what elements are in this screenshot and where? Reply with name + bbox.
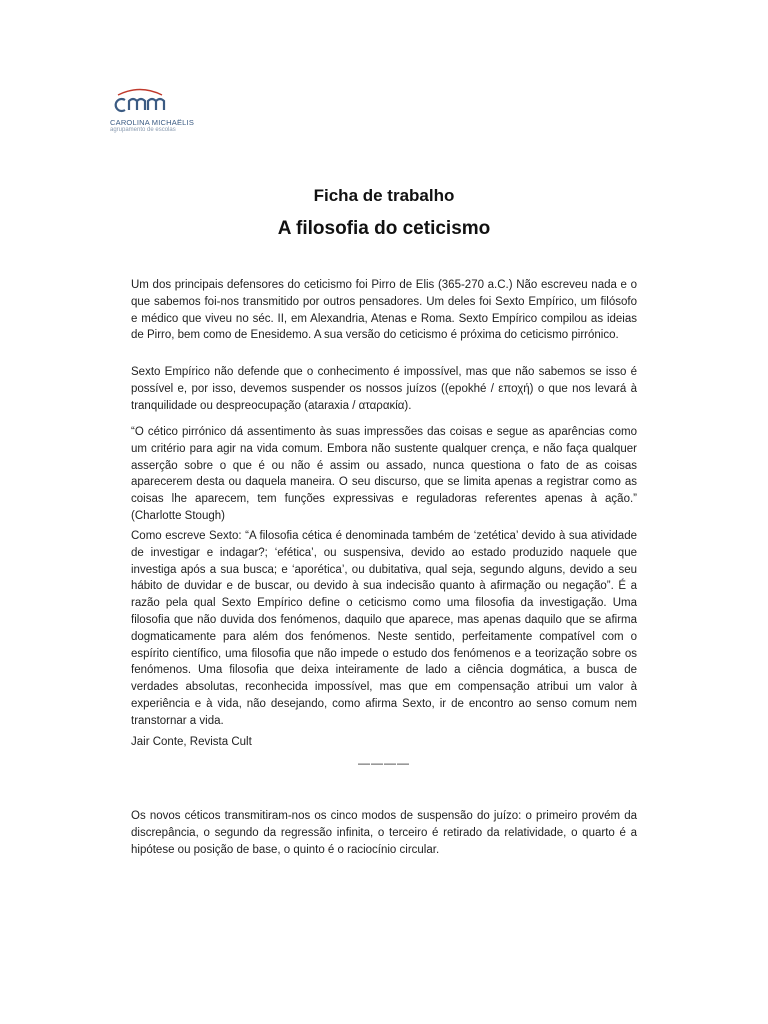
cmm-logo-icon xyxy=(110,86,170,116)
logo-name: CAROLINA MICHAËLIS xyxy=(110,118,195,127)
paragraph-source: Jair Conte, Revista Cult xyxy=(131,736,252,748)
paragraph-quote-stough: “O cético pirrónico dá assentimento às suas impressões das coisas e segue as aparências como um critério para agir na vida comum. Embora não sustente qualquer crença, e não faça qualquer asserção sobre o que é ou não é assim ou assado, nunca questiona o fato de as coisas aparecerem desta ou daquela maneira. O seu discurso, que se limita apenas a registrar como as coisas lhe aparecem, tem funções expressivas e reguladoras referentes apenas à ação.” (Charlotte Stough) xyxy=(131,426,637,522)
paragraph-sexto: Como escreve Sexto: “A filosofia cética é denominada também de ‘zetética’ devido à sua atividade de investigar e indagar?; ‘efética’, ou suspensiva, devido ao estado produzido naquele que investiga após a sua busca; e ‘aporética’, ou dubitativa, qual seja, segundo alguns, devido a seu hábito de duvidar e de buscar, ou devido à sua indecisão quanto à afirmação ou negação”. É a razão pela qual Sexto Empírico define o ceticismo como uma filosofia da investigação. Uma filosofia que não duvida dos fenómenos, daquilo que aparece, mas apenas daquilo que se afirma dogmaticamente para além dos fenómenos. Neste sentido, perfeitamente compatível com o espírito científico, uma filosofia que não impede o estudo dos fenómenos e a teorização sobre os fenómenos. Uma filosofia que deixa inteiramente de lado a ciência dogmática, a busca de verdades absolutas, reconhecida impossível, mas que em compensação atribui um valor à experiência e à vida, não desejando, como afirma Sexto, ir de encontro ao senso comum nem transtornar a vida. xyxy=(131,530,637,727)
paragraph-suspension: Sexto Empírico não defende que o conhecimento é impossível, mas que não sabemos se isso é possível e, por isso, devemos suspender os nossos juízos ((epokhé / εποχή) o que nos levará à tranquilidade ou despreocupação (ataraxia / αταρακία). xyxy=(131,366,637,412)
paragraph-five-modes: Os novos céticos transmitiram-nos os cinco modos de suspensão do juízo: o primeiro provém da discrepância, o segundo da regressão infinita, o terceiro é retirado da relatividade, o quarto é a hipótese ou posição de base, o quinto é o raciocínio circular. xyxy=(131,810,637,856)
logo-subtitle: agrupamento de escolas xyxy=(110,127,176,133)
worksheet-kicker: Ficha de trabalho xyxy=(313,186,455,205)
section-separator: ———— xyxy=(358,756,410,770)
paragraph-intro: Um dos principais defensores do ceticismo foi Pirro de Elis (365-270 a.C.) Não escreveu nada e o que sabemos foi-nos transmitido por outros pensadores. Um deles foi Sexto Empírico, um filósofo e médico que viveu no séc. II, em Alexandria, Atenas e Roma. Sexto Empírico compilou as ideias de Pirro, bem como de Enesidemo. A sua versão do ceticismo é próxima do ceticismo pirrónico. xyxy=(131,279,637,342)
worksheet-title: A filosofia do ceticismo xyxy=(277,218,491,239)
school-logo xyxy=(110,86,200,136)
